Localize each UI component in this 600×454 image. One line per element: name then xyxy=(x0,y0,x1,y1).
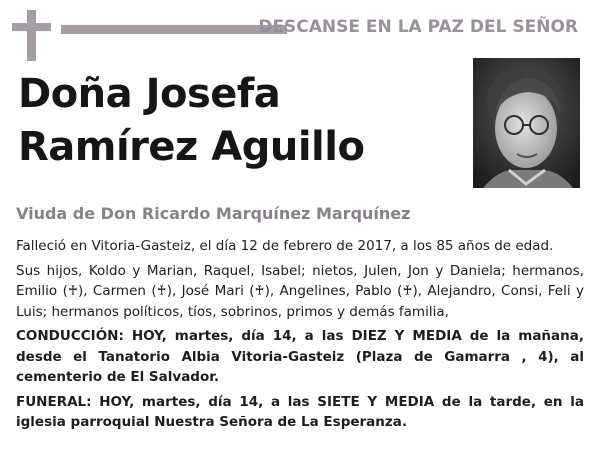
header-rule xyxy=(61,25,287,34)
notice-body xyxy=(16,236,584,437)
deceased-name-line2: Ramírez Aguillo xyxy=(18,124,365,170)
deceased-name-line1: Doña Josefa xyxy=(18,71,281,117)
deceased-name xyxy=(18,68,364,174)
conduccion-info: CONDUCCIÓN: HOY, martes, día 14, a las DIEZ Y MEDIA de la mañana, desde el Tanatorio Albia Vitoria-Gasteiz (Plaza de Gamarra , 4), al cementerio de El Salvador. xyxy=(16,328,584,385)
cross-icon-horizontal-bar xyxy=(12,23,51,31)
funeral-info: FUNERAL: HOY, martes, día 14, a las SIETE Y MEDIA de la tarde, en la iglesia parroquial Nuestra Señora de La Esperanza. xyxy=(16,393,584,430)
death-notice: Falleció en Vitoria-Gasteiz, el día 12 de febrero de 2017, a los 85 años de edad. xyxy=(16,238,554,254)
widow-of-line: Viuda de Don Ricardo Marquínez Marquínez xyxy=(16,204,411,223)
portrait-photo xyxy=(473,58,580,188)
deceased-portrait xyxy=(473,58,580,188)
header-title: DESCANSE EN LA PAZ DEL SEÑOR xyxy=(258,17,578,37)
cross-icon-vertical-bar xyxy=(27,10,36,61)
family-list: Sus hijos, Koldo y Marian, Raquel, Isabel; nietos, Julen, Jon y Daniela; hermanos, Emilio (♰), Carmen (♰), José Mari (♰), Angelines, Pablo (♰), Alejandro, Consi, Feli y Luis; hermanos políticos, tíos, sobrinos, primos y demás familia, xyxy=(16,262,584,320)
